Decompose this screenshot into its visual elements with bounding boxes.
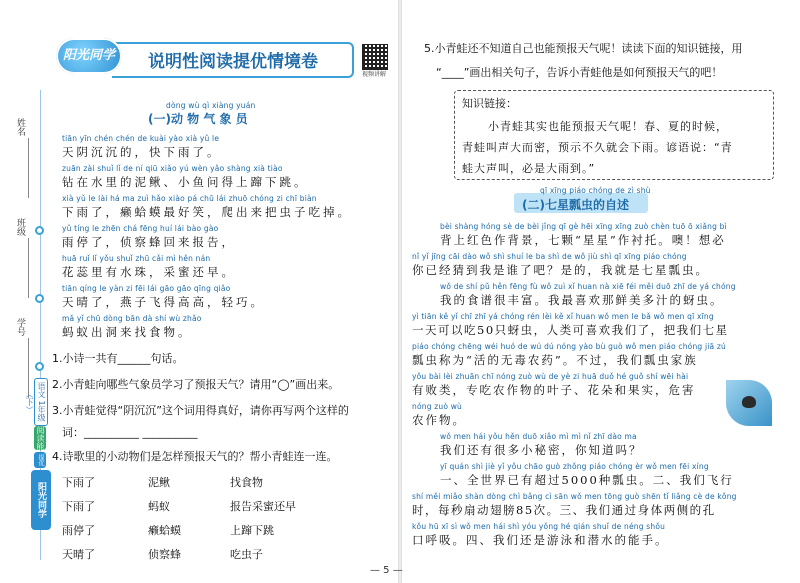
- match-mid-item[interactable]: 泥鳅: [148, 476, 170, 489]
- page-number: — 5 —: [370, 565, 403, 576]
- story-line: 时，每秒扇动翅膀85次。三、我们通过身体两侧的孔: [412, 503, 716, 517]
- section1-title: (一)动 物 气 象 员: [148, 112, 248, 126]
- match-mid-item[interactable]: 侦察蜂: [148, 548, 181, 561]
- story-line: 背上红色作背景，七颗“星星”作衬托。噢！想必: [440, 233, 726, 247]
- training-tab: 提优训练: [25, 454, 44, 466]
- poem-line: 下雨了，癞蛤蟆最好笑，爬出来把虫子吃掉。: [62, 205, 352, 219]
- poem-pinyin: tiān yīn chén chén de kuài yào xià yǔ le: [62, 134, 220, 143]
- section2-title: (二)七星瓢虫的自述: [522, 198, 629, 212]
- story-pinyin: yǒu bài lèi zhuān chī nóng zuò wù de yè zi huā duǒ hé guǒ shí wēi hài: [412, 372, 689, 381]
- poem-pinyin: xià yǔ le lài há ma zuì hǎo xiào pá chū lái zhuō chóng zi chī biàn: [62, 194, 317, 203]
- poem-pinyin: tiān qíng le yàn zi fēi lái gāo gāo qīng qiǎo: [62, 284, 231, 293]
- match-right-item[interactable]: 吃虫子: [230, 548, 263, 561]
- question-3[interactable]: 3.小青蛙觉得“阴沉沉”这个词用得真好，请你再写两个这样的: [52, 404, 349, 417]
- match-right-item[interactable]: 上蹿下跳: [230, 524, 274, 537]
- match-left-item[interactable]: 天晴了: [62, 548, 95, 561]
- story-pinyin: piáo chóng chēng wéi huó de wú dú nóng yào bù guò wǒ men piáo chóng jiā zú: [412, 342, 727, 351]
- story-line: 我们还有很多小秘密，你知道吗？: [440, 443, 643, 457]
- story-pinyin: nóng zuò wù: [412, 402, 462, 411]
- binder-hole: [35, 294, 44, 303]
- grade-tab: 语文 1年级（下）: [34, 378, 48, 426]
- knowledge-line[interactable]: 蛙大声叫，必是大雨到。”: [462, 162, 596, 175]
- question-3-blanks[interactable]: 词：__________ __________: [62, 426, 198, 439]
- match-right-item[interactable]: 找食物: [230, 476, 263, 489]
- question-4[interactable]: 4.诗歌里的小动物们是怎样预报天气的？帮小青蛙连一连。: [52, 450, 338, 463]
- poem-pinyin: yǔ tíng le zhēn chá fēng huí lái bào gào: [62, 224, 219, 233]
- qr-code-icon[interactable]: [362, 44, 388, 70]
- qr-label: 视频讲解: [362, 71, 387, 78]
- reading-tab: 阅读能: [36, 426, 45, 450]
- story-pinyin: wǒ de shí pǔ hěn fēng fù wǒ zuì xǐ huan nà xiē féi měi duō zhī de yá chóng: [440, 282, 736, 291]
- story-line: 你已经猜到我是谁了吧？是的，我就是七星瓢虫。: [412, 263, 709, 277]
- poem-pinyin: mǎ yǐ chū dòng bān dà shí wù zhǎo: [62, 314, 202, 323]
- knowledge-line[interactable]: 小青蛙其实也能预报天气呢！春、夏的时候，: [488, 120, 728, 133]
- brand-logo: 阳光同学: [56, 38, 122, 74]
- binder-hole: [35, 362, 44, 371]
- name-label: 姓名: [15, 118, 25, 136]
- question-5[interactable]: 5.小青蛙还不知道自己也能预报天气呢！读读下面的知识链接，用: [424, 42, 743, 55]
- story-line: 农作物。: [412, 413, 466, 427]
- name-line: [28, 138, 29, 198]
- story-line: 有败类，专吃农作物的叶子、花朵和果实，危害: [412, 383, 696, 397]
- knowledge-line[interactable]: 青蛙叫声大而密，预示不久就会下雨。谚语说：“青: [462, 141, 733, 154]
- poem-line: 雨停了，侦察蜂回来报告，: [62, 235, 236, 249]
- poem-line: 钻在水里的泥鳅、小鱼问得上蹿下跳。: [62, 175, 309, 189]
- id-label: 学号: [15, 318, 25, 336]
- poem-line: 天阴沉沉的，快下雨了。: [62, 145, 222, 159]
- story-pinyin: kǒu hū xī sì wǒ men hái shì yóu yǒng hé qián shuǐ de néng shǒu: [412, 522, 666, 531]
- match-left-item[interactable]: 雨停了: [62, 524, 95, 537]
- poem-line: 蚂蚁出洞来找食物。: [62, 325, 193, 339]
- story-pinyin: yì tiān kě yǐ chī zhī yá chóng rén lèi kě xǐ huan wǒ men le bǎ wǒ men qī xīng: [412, 312, 714, 321]
- ladybug-icon: [742, 396, 756, 408]
- knowledge-title: 知识链接：: [462, 97, 517, 110]
- story-pinyin: yī quán shì jiè yǐ yǒu chāo guò zhǒng piáo chóng èr wǒ men fēi xíng: [440, 462, 709, 471]
- story-line: 一、全世界已有超过5000种瓢虫。二、我们飞行: [440, 473, 734, 487]
- match-right-item[interactable]: 报告采蜜还早: [230, 500, 296, 513]
- story-line: 一天可以吃50只蚜虫，人类可喜欢我们了，把我们七星: [412, 323, 729, 337]
- match-mid-item[interactable]: 癞蛤蟆: [148, 524, 181, 537]
- binder-hole: [35, 226, 44, 235]
- brand-logo-vertical: 阳光同学: [31, 470, 51, 530]
- poem-line: 天晴了，燕子飞得高高，轻巧。: [62, 295, 265, 309]
- poem-pinyin: zuān zài shuǐ lǐ de ní qiū xiǎo yú wèn yǎo shàng xià tiào: [62, 164, 283, 173]
- match-mid-item[interactable]: 蚂蚁: [148, 500, 170, 513]
- story-pinyin: shí měi miǎo shàn dòng chì bǎng cì sān wǒ men tōng guò shēn tǐ liǎng cè de kǒng: [412, 492, 737, 501]
- match-left-item[interactable]: 下雨了: [62, 500, 95, 513]
- class-line: [28, 238, 29, 298]
- question-5-line2[interactable]: “____”画出相关句子，告诉小青蛙他是如何预报天气的吧！: [436, 66, 723, 79]
- poem-line: 花蕊里有水珠，采蜜还早。: [62, 265, 236, 279]
- page-title: 说明性阅读提优情境卷: [148, 52, 318, 72]
- story-line: 我的食谱很丰富。我最喜欢那鲜美多汁的蚜虫。: [440, 293, 724, 307]
- story-pinyin: bèi shàng hóng sè de bèi jǐng qī gè hēi xīng xīng zuò chèn tuō ō xiǎng bì: [440, 222, 727, 231]
- id-line: [28, 338, 29, 398]
- class-label: 班级: [15, 218, 25, 236]
- story-pinyin: wǒ men hái yǒu hěn duō xiǎo mì mì nǐ zhī dào ma: [440, 432, 637, 441]
- question-1[interactable]: 1.小诗一共有______句话。: [52, 352, 184, 365]
- section2-pinyin: qī xīng piáo chóng de zì shù: [540, 186, 651, 195]
- match-left-item[interactable]: 下雨了: [62, 476, 95, 489]
- question-2[interactable]: 2.小青蛙向哪些气象员学习了预报天气？请用“◯”画出来。: [52, 378, 340, 391]
- story-line: 瓢虫称为“活的无毒农药”。不过，我们瓢虫家族: [412, 353, 698, 367]
- story-pinyin: nǐ yǐ jīng cāi dào wǒ shì shuí le ba shì de wǒ jiù shì qī xīng piáo chóng: [412, 252, 687, 261]
- section1-pinyin: dòng wù qì xiàng yuán: [166, 101, 256, 110]
- story-line: 口呼吸。四、我们还是游泳和潜水的能手。: [412, 533, 669, 547]
- poem-pinyin: huā ruǐ lǐ yǒu shuǐ zhū cǎi mì hěn nán: [62, 254, 211, 263]
